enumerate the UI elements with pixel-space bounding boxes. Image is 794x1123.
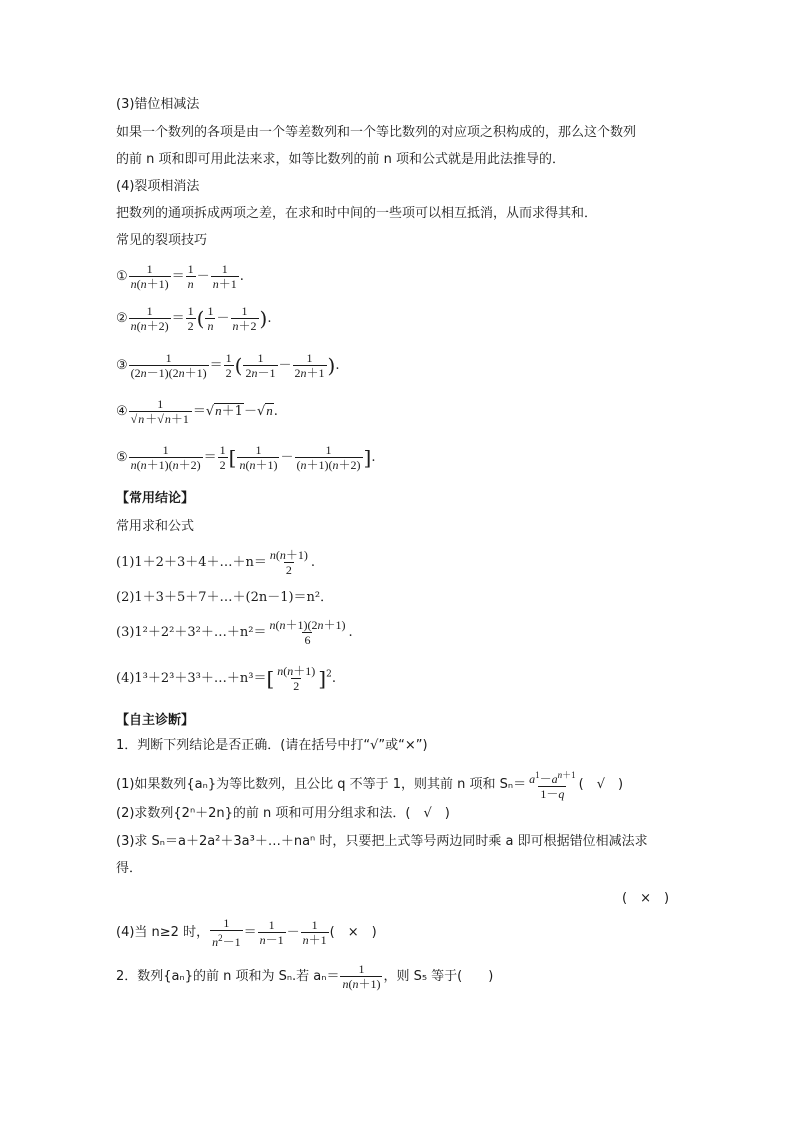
- fraction: $\frac{1}{2n-1}$: [245, 351, 276, 380]
- question-1-item-3-line-1: (3)求 Sₙ＝a＋2a²＋3a³＋…＋naⁿ 时，只要把上式等号两边同时乘 a 即可根据错位相减法求: [116, 834, 648, 849]
- technique-3: ③ $\frac{1}{(2n-1)(2n+1)}$ ＝ $\frac{1}{2}$ ( $\frac{1}{2n-1}$ － $\frac{1}{2n+1}$ ).: [116, 351, 340, 380]
- answer-mark: ( × ): [329, 925, 377, 940]
- fraction: $\frac{1}{n}$: [207, 304, 214, 333]
- section-3-body-line-2: 的前 n 项和即可用此法来求，如等比数列的前 n 项和公式就是用此法推导的．: [116, 152, 566, 167]
- technique-marker: ③: [116, 358, 128, 373]
- question-1: 1．判断下列结论是否正确．(请在括号中打“√”或“×”): [116, 738, 428, 753]
- question-1-item-3-mark: ( × ): [622, 891, 670, 906]
- question-1-item-2: (2)求数列{2ⁿ＋2n}的前 n 项和可用分组求和法．( √ ): [116, 806, 450, 821]
- question-2-text: 2．数列{aₙ}的前 n 项和为 Sₙ.若 aₙ＝: [116, 969, 340, 984]
- section-4-subheading: 常见的裂项技巧: [116, 233, 208, 248]
- technique-2: ② $\frac{1}{n(n+2)}$ ＝ $\frac{1}{2}$ ( $\frac{1}{n}$ － $\frac{1}{n+2}$ ).: [116, 304, 272, 333]
- question-1-item-3-line-2: 得．: [116, 861, 143, 876]
- section-4-title: (4)裂项相消法: [116, 179, 200, 194]
- technique-5: ⑤ $\frac{1}{n(n+1)(n+2)}$ ＝ $\frac{1}{2}$ [ $\frac{1}{n(n+1)}$ － $\frac{1}{(n+1)(n+2)}$ ].: [116, 443, 376, 472]
- fraction: $\frac{1}{n+1}$: [212, 262, 237, 291]
- formula-1: (1)1＋2＋3＋4＋…＋n＝ $\frac{n(n+1)}{2}$ .: [116, 548, 316, 577]
- formula-4: (4)1³＋2³＋3³＋…＋n³＝[ $\frac{n(n+1)}{2}$ ]$^2$.: [116, 664, 336, 693]
- fraction: $\frac{1}{n(n+1)}$: [130, 262, 169, 291]
- conclusions-heading: 【常用结论】: [116, 491, 195, 506]
- conclusions-subheading: 常用求和公式: [116, 519, 195, 534]
- fraction: $\frac{1}{n+1}$: [302, 918, 327, 947]
- formula-3-lhs: (3)1²＋2²＋3²＋…＋n²＝: [116, 625, 267, 640]
- question-2-tail: ，则 S₅ 等于( ): [383, 969, 494, 984]
- fraction: $\frac{1}{n-1}$: [259, 918, 284, 947]
- fraction: $\frac{a^1-a^{n+1}}{1-q}$: [529, 770, 576, 801]
- technique-marker: ⑤: [116, 450, 128, 465]
- section-4-body: 把数列的通项拆成两项之差，在求和时中间的一些项可以相互抵消，从而求得其和．: [116, 206, 598, 221]
- section-3-title: (3)错位相减法: [116, 97, 200, 112]
- answer-mark: ( √ ): [578, 777, 624, 792]
- section-3-body-line-1: 如果一个数列的各项是由一个等差数列和一个等比数列的对应项之积构成的，那么这个数列: [116, 125, 637, 140]
- fraction: $\frac{1}{(n+1)(n+2)}$: [296, 443, 361, 472]
- fraction: $\frac{1}{2}$: [225, 351, 232, 380]
- question-1-item-1: [116, 768, 623, 801]
- technique-4: ④ $\frac{1}{√n+√n+1}$ ＝√n＋1－√n.: [116, 397, 278, 426]
- fraction: $\frac{n(n+1)}{2}$: [269, 548, 308, 577]
- fraction: $\frac{1}{n+2}$: [232, 304, 257, 333]
- formula-2: (2)1＋3＋5＋7＋…＋(2n－1)＝n²．: [116, 590, 334, 605]
- formula-4-lhs: (4)1³＋2³＋3³＋…＋n³＝: [116, 671, 267, 686]
- question-2: [116, 962, 493, 991]
- fraction: $\frac{1}{√n+√n+1}$: [129, 397, 192, 426]
- formula-3: (3)1²＋2²＋3²＋…＋n²＝ $\frac{n(n+1)(2n+1)}{6}$ .: [116, 618, 353, 647]
- fraction: $\frac{1}{(2n-1)(2n+1)}$: [130, 351, 207, 380]
- fraction: $\frac{1}{n(n+1)}$: [239, 443, 278, 472]
- fraction: $\frac{n(n+1)(2n+1)}{6}$: [269, 618, 346, 647]
- item-4-text: (4)当 n≥2 时，: [116, 925, 210, 940]
- fraction: $\frac{1}{n}$: [187, 262, 194, 291]
- fraction: $\frac{1}{2}$: [187, 304, 194, 333]
- diagnosis-heading: 【自主诊断】: [116, 713, 195, 728]
- technique-marker: ①: [116, 269, 128, 284]
- fraction: $\frac{n(n+1)}{2}$: [277, 664, 316, 693]
- technique-1: ① $\frac{1}{n(n+1)}$ ＝ $\frac{1}{n}$ － $\frac{1}{n+1}$ .: [116, 262, 244, 291]
- fraction: $\frac{1}{2}$: [219, 443, 226, 472]
- item-1-text: (1)如果数列{aₙ}为等比数列，且公比 q 不等于 1，则其前 n 项和 Sₙ＝: [116, 777, 527, 792]
- formula-1-lhs: (1)1＋2＋3＋4＋…＋n＝: [116, 555, 267, 570]
- fraction: $\frac{1}{n(n+1)(n+2)}$: [130, 443, 201, 472]
- fraction: $\frac{1}{n(n+1)}$: [342, 962, 381, 991]
- technique-marker: ②: [116, 311, 128, 326]
- fraction: $\frac{1}{n^2-1}$: [212, 916, 241, 949]
- technique-marker: ④: [116, 404, 128, 419]
- fraction: $\frac{1}{2n+1}$: [294, 351, 325, 380]
- fraction: $\frac{1}{n(n+2)}$: [130, 304, 169, 333]
- question-1-item-4: (4)当 n≥2 时， $\frac{1}{n^2-1}$ ＝ $\frac{1}{n-1}$ － $\frac{1}{n+1}$ ( × ): [116, 916, 377, 949]
